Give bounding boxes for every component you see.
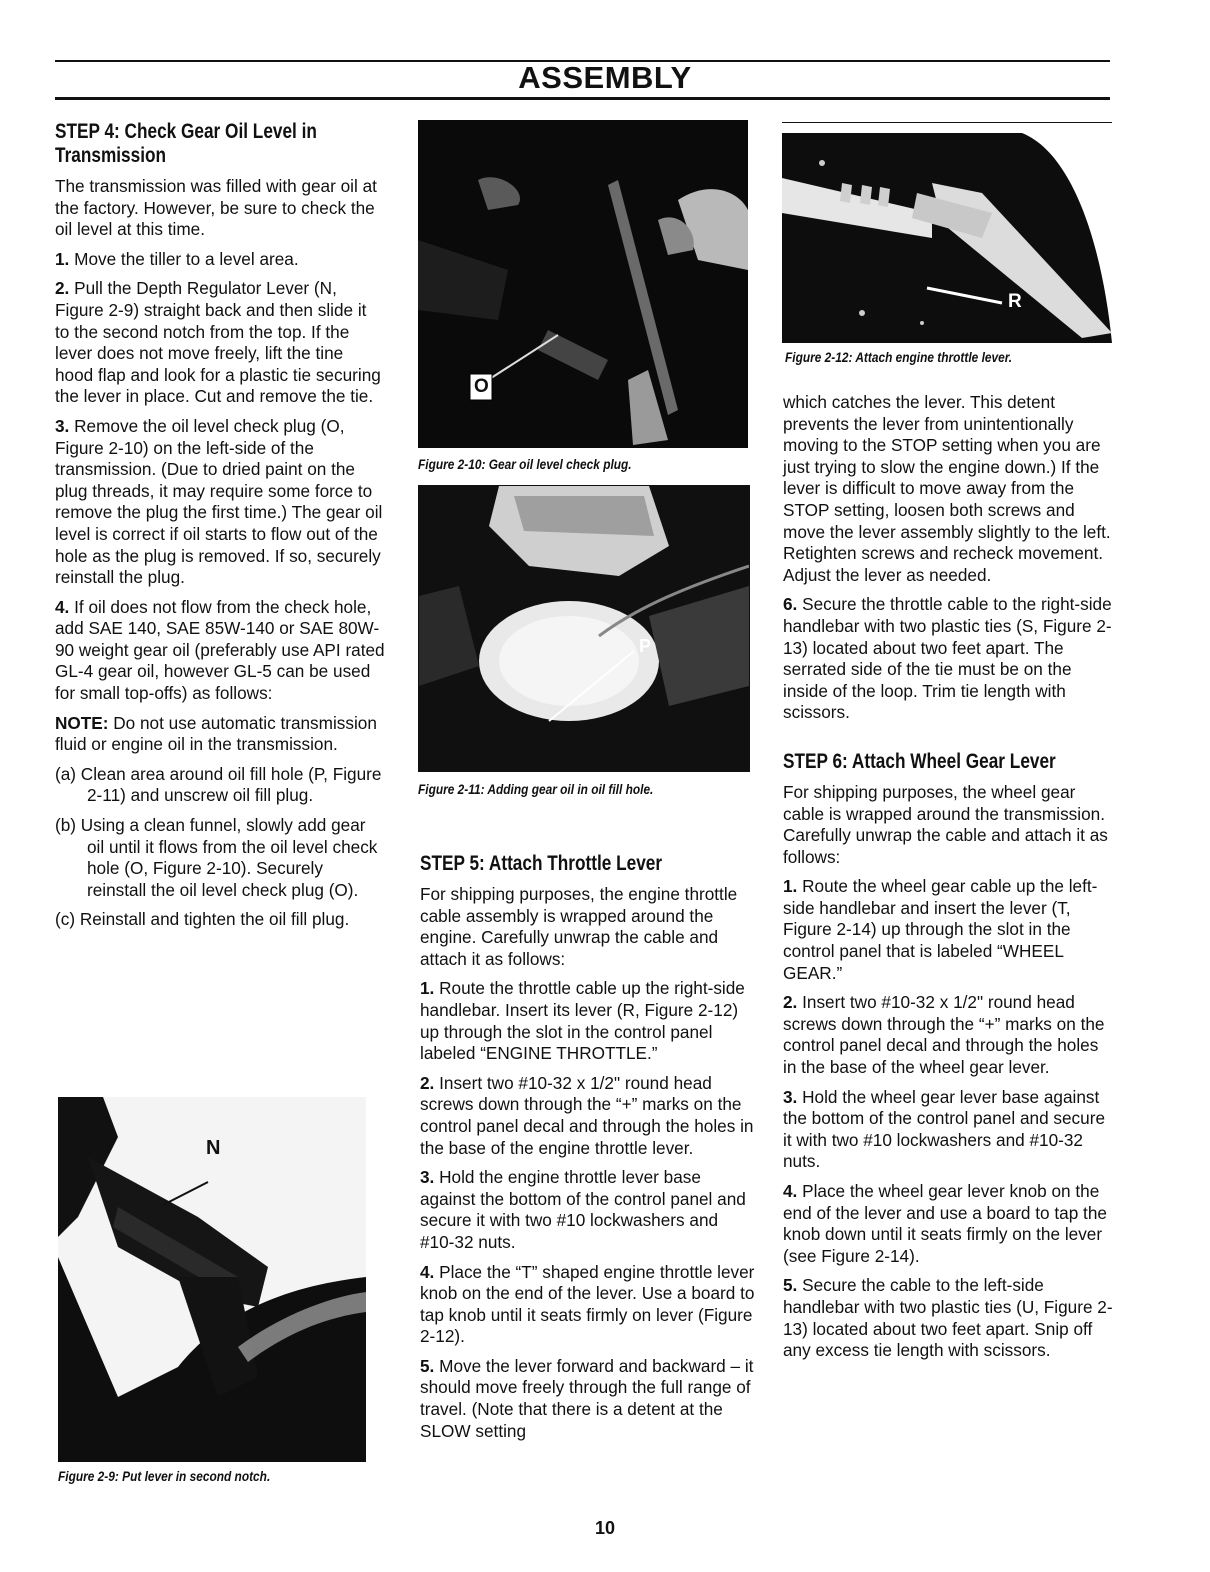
item-number: 1. (420, 978, 435, 999)
step6-item-2 (783, 992, 1113, 1078)
step4-subitem-c: (c) Reinstall and tighten the oil fill plug. (55, 909, 350, 930)
step4-subitem-a: (a) Clean area around oil fill hole (P, Figure 2-11) and unscrew oil fill plug. (55, 763, 382, 806)
column-right (783, 392, 1113, 1370)
item-number: 3. (420, 1167, 435, 1188)
item-number: 4. (420, 1261, 435, 1282)
step6-item-5 (783, 1275, 1113, 1361)
item-text: If oil does not flow from the check hole, add SAE 140, SAE 85W-140 or SAE 80W-90 weight gear oil (preferably use API rated GL-4 gear oil, however GL-5 can be used for small top-offs) as follows: (55, 596, 385, 704)
step4-item-1 (55, 249, 385, 271)
item-text: Hold the wheel gear lever base against the bottom of the control panel and secure it with two #10 lockwashers and #10-32 nuts. (783, 1086, 1105, 1172)
step6-item-1 (783, 876, 1113, 984)
step4-item-4 (55, 597, 385, 705)
item-number: 3. (783, 1086, 798, 1107)
step4-item-3 (55, 416, 385, 589)
figure-2-10-illustration (418, 120, 748, 448)
step5-item-4 (420, 1262, 755, 1348)
step5-item-2 (420, 1073, 755, 1159)
item-number: 3. (55, 415, 70, 436)
step5-item-5 (420, 1356, 755, 1442)
item-number: 6. (783, 594, 798, 615)
item-number: 4. (55, 596, 70, 617)
figure-2-12-label: R (1008, 291, 1022, 312)
item-text: Pull the Depth Regulator Lever (N, Figure 2-9) straight back and then slide it to the second notch from the top. If the lever does not move freely, lift the tine hood flap and look for a plastic tie securing the lever in place. Cut and remove the tie. (55, 278, 381, 407)
item-text: Place the “T” shaped engine throttle lever knob on the end of the lever. Use a board to tap knob until it seats firmly on lever (Figure 2-12). (420, 1261, 755, 1347)
item-text: Route the throttle cable up the right-side handlebar. Insert its lever (R, Figure 2-12) up through the slot in the control panel labeled “ENGINE THROTTLE.” (420, 978, 745, 1064)
figure-2-9-caption: Figure 2-9: Put lever in second notch. (58, 1468, 271, 1484)
item-text: Place the wheel gear lever knob on the end of the lever and use a board to tap the knob down until it seats firmly on the lever (see Figure 2-14). (783, 1181, 1107, 1266)
item-number: 2. (783, 992, 798, 1013)
item-text: Move the tiller to a level area. (74, 248, 299, 269)
step5-item-3 (420, 1167, 755, 1253)
item-number: 1. (55, 248, 70, 269)
item-text: Secure the cable to the left-side handlebar with two plastic ties (U, Figure 2-13) located about two feet apart. Snip off any excess tie length with scissors. (783, 1275, 1113, 1361)
figure-2-11-label: P (639, 636, 652, 656)
figure-2-11-photo (418, 485, 750, 772)
figure-2-12-caption: Figure 2-12: Attach engine throttle lever. (785, 349, 1013, 365)
step6-item-4 (783, 1181, 1113, 1267)
item-text: Move the lever forward and backward – it should move freely through the full range of travel. (Note that there is a detent at the SLOW setting (420, 1355, 754, 1441)
column-middle (420, 852, 755, 1450)
item-text: Hold the engine throttle lever base against the bottom of the control panel and secure it with two #10 lockwashers and #10-32 nuts. (420, 1167, 746, 1252)
column-left (55, 120, 385, 939)
step6-item-3 (783, 1087, 1113, 1173)
figure-2-11-illustration (419, 486, 749, 771)
page-title: ASSEMBLY (518, 60, 692, 95)
step4-heading-line1: STEP 4: Check Gear Oil Level in (55, 120, 317, 143)
step5-item-1 (420, 978, 755, 1064)
step5-item-6 (783, 594, 1113, 724)
item-number: 2. (420, 1072, 435, 1093)
item-text: Insert two #10-32 x 1/2" round head screws down through the “+” marks on the control panel decal and through the holes in the base of the engine throttle lever. (420, 1072, 754, 1158)
figure-2-10-label: O (474, 376, 489, 397)
step4-item-2 (55, 278, 385, 408)
item-number: 2. (55, 278, 70, 299)
step5-continued: which catches the lever. This detent prevents the lever from unintentionally moving to the STOP setting when you are just trying to slow the engine down.) If the lever is difficult to move away from the STOP setting, loosen both screws and move the lever assembly slightly to the left. Retighten screws and recheck movement. Adjust the lever as needed. (783, 392, 1111, 585)
item-text: Remove the oil level check plug (O, Figure 2-10) on the left-side of the transmission. (Due to dried paint on the plug threads, it may require some force to remove the plug the first time.) The gear oil level is correct if oil starts to flow out of the hole as the plug is removed. If so, securely reinstall the plug. (55, 415, 383, 588)
step6-heading: STEP 6: Attach Wheel Gear Lever (783, 749, 1056, 773)
figure-2-10-caption: Figure 2-10: Gear oil level check plug. (418, 456, 632, 472)
figure-2-9-label: N (206, 1137, 221, 1159)
figure-2-12-illustration (782, 123, 1112, 343)
figure-2-12-photo (782, 122, 1112, 343)
note-text: Do not use automatic transmission fluid or engine oil in the transmission. (55, 712, 377, 755)
step4-heading (55, 120, 326, 168)
item-text: Route the wheel gear cable up the left-side handlebar and insert the lever (T, Figure 2-14) up through the slot in the control panel that is labeled “WHEEL GEAR.” (783, 876, 1098, 983)
page-number: 10 (594, 1518, 616, 1538)
figure-2-11-caption: Figure 2-11: Adding gear oil in oil fill hole. (418, 781, 654, 797)
step4-intro: The transmission was filled with gear oil at the factory. However, be sure to check the oil level at this time. (55, 176, 377, 240)
header-bottom-rule (55, 97, 1110, 100)
step6-intro: For shipping purposes, the wheel gear cable is wrapped around the transmission. Carefully unwrap the cable and attach it as follows: (783, 781, 1108, 867)
note-label: NOTE: (55, 712, 109, 733)
step4-note (55, 713, 385, 756)
figure-2-9-photo (58, 1097, 366, 1462)
item-text: Secure the throttle cable to the right-side handlebar with two plastic ties (S, Figure 2-13) located about two feet apart. The serrated side of the tie must be on the inside of the loop. Trim tie length with scissors. (783, 594, 1112, 723)
step4-heading-line2: Transmission (55, 144, 167, 167)
item-number: 4. (783, 1181, 798, 1201)
step5-heading: STEP 5: Attach Throttle Lever (420, 852, 663, 875)
step5-intro: For shipping purposes, the engine throttle cable assembly is wrapped around the engine. Carefully unwrap the cable and attach it as follows: (420, 884, 738, 969)
figure-2-10-photo (418, 120, 748, 448)
item-number: 5. (420, 1355, 435, 1376)
step4-subitem-b: (b) Using a clean funnel, slowly add gear oil until it flows from the oil level check hole (O, Figure 2-10). Securely reinstall the oil level check plug (O). (55, 815, 378, 900)
item-number: 5. (783, 1275, 798, 1296)
item-text: Insert two #10-32 x 1/2" round head screws down through the “+” marks on the control panel decal and through the holes in the base of the wheel gear lever. (783, 992, 1105, 1078)
item-number: 1. (783, 876, 798, 897)
